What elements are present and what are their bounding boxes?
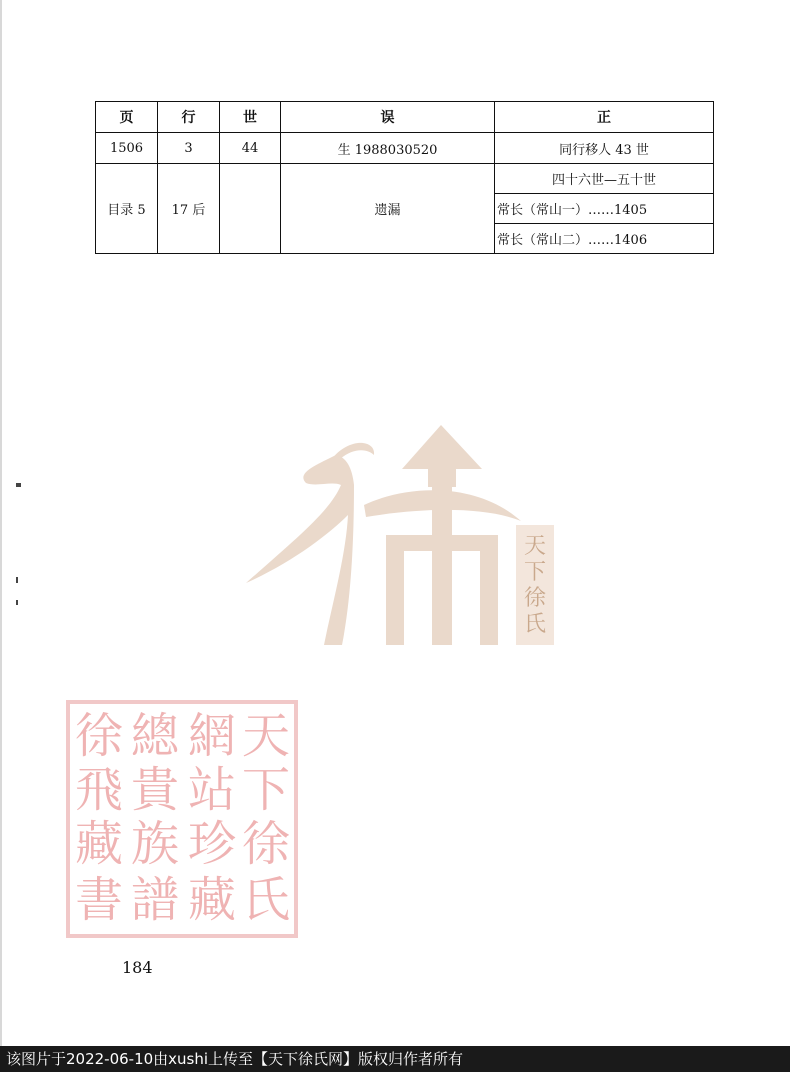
cell-generation: 44	[220, 133, 281, 164]
cell-correct-entry: 常长（常山一）……1405	[495, 194, 714, 224]
seal-char: 書	[74, 872, 124, 928]
seal-char: 飛	[74, 762, 124, 818]
cell-wrong: 生 1988030520	[281, 133, 495, 164]
cell-correct: 同行移人 43 世	[495, 133, 714, 164]
watermark-char: 徐	[523, 585, 547, 610]
header-line: 行	[158, 102, 220, 133]
cell-generation	[220, 164, 281, 254]
cell-page: 1506	[96, 133, 158, 164]
table-header-row	[96, 102, 714, 133]
header-wrong: 误	[281, 102, 495, 133]
scan-speck	[16, 600, 18, 605]
header-correct: 正	[495, 102, 714, 133]
scan-speck	[16, 577, 18, 583]
header-page: 页	[96, 102, 158, 133]
cell-correct-entry: 常长（常山二）……1406	[495, 224, 714, 254]
table-row	[96, 164, 714, 194]
xu-logo-watermark	[236, 425, 556, 655]
scan-speck	[16, 483, 21, 487]
cell-page: 目录 5	[96, 164, 158, 254]
seal-char: 族	[130, 816, 180, 872]
collection-seal	[66, 700, 298, 938]
cell-correct-heading: 四十六世—五十世	[495, 164, 714, 194]
table-row	[96, 133, 714, 164]
seal-char: 藏	[74, 816, 124, 872]
page-number: 184	[122, 958, 153, 977]
seal-char: 氏	[241, 872, 291, 928]
header-generation: 世	[220, 102, 281, 133]
cell-wrong: 遗漏	[281, 164, 495, 254]
seal-char: 珍	[187, 816, 237, 872]
seal-char: 天	[241, 708, 291, 764]
errata-table	[95, 101, 714, 254]
page-edge	[0, 0, 2, 1046]
cell-line: 3	[158, 133, 220, 164]
watermark-char: 下	[523, 559, 547, 584]
seal-char: 貴	[130, 762, 180, 818]
upload-footer-banner: 该图片于2022-06-10由xushi上传至【天下徐氏网】版权归作者所有	[0, 1046, 790, 1072]
seal-char: 徐	[241, 816, 291, 872]
seal-char: 藏	[187, 872, 237, 928]
seal-char: 網	[187, 708, 237, 764]
seal-char: 徐	[74, 708, 124, 764]
seal-char: 譜	[130, 872, 180, 928]
seal-char: 總	[130, 708, 180, 764]
watermark-char: 氏	[523, 611, 547, 636]
seal-char: 下	[241, 762, 291, 818]
seal-char: 站	[187, 762, 237, 818]
cell-line: 17 后	[158, 164, 220, 254]
watermark-char: 天	[523, 533, 547, 558]
